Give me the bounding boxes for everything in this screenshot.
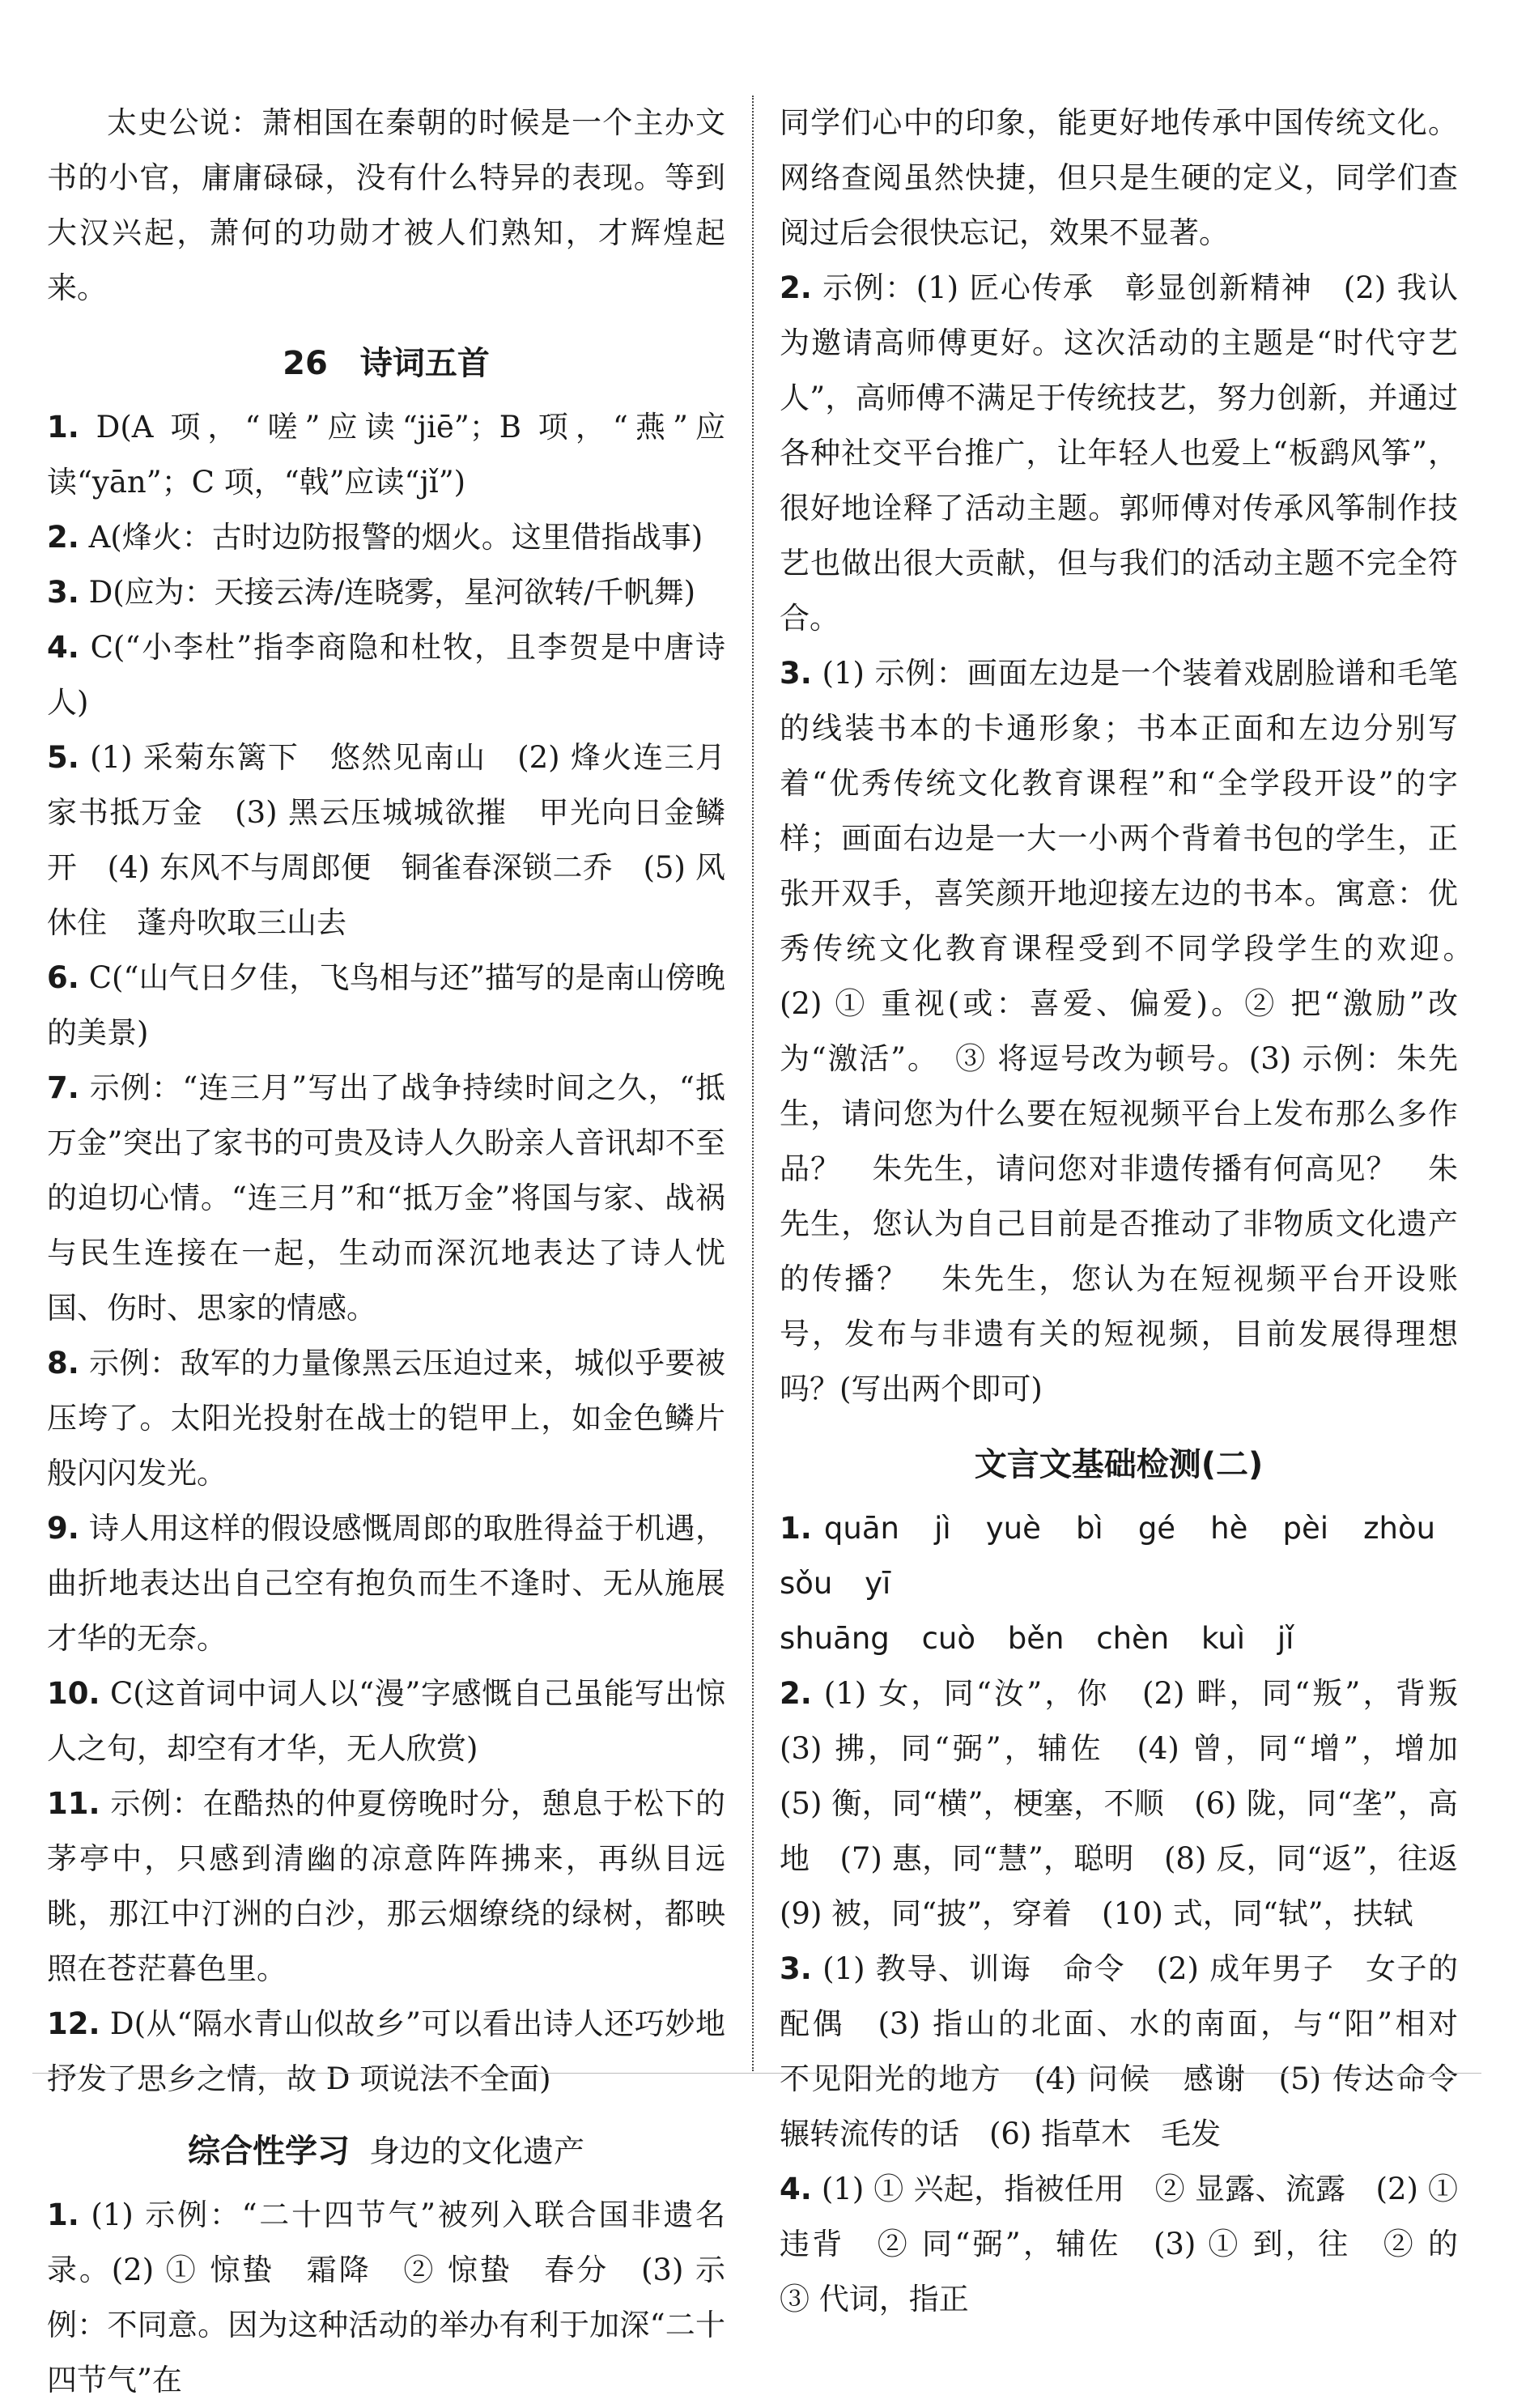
answer-item: [47, 1997, 725, 2107]
item-number: 2.: [780, 270, 812, 305]
pinyin-word: sǒu: [780, 1566, 833, 1601]
item-text: 示例：敌军的力量像黑云压迫过来，城似乎要被压垮了。太阳光投射在战士的铠甲上，如金色鳞片般闪闪发光。: [47, 1346, 726, 1491]
answer-item: [47, 951, 725, 1061]
item-text: (1) 示例：“二十四节气”被列入联合国非遗名录。(2) ① 惊蛰 霜降 ② 惊蛰 春分 (3) 示例：不同意。因为这种活动的举办有利于加深“二十四节气”在: [47, 2197, 725, 2397]
pinyin-word: quān: [823, 1511, 899, 1546]
item-text: 示例：在酷热的仲夏傍晚时分，憩息于松下的茅亭中，只感到清幽的凉意阵阵拂来，再纵目远眺，那江中汀洲的白沙，那云烟缭绕的绿树，都映照在苍茫暮色里。: [47, 1786, 725, 1986]
pinyin-word: yī: [865, 1566, 891, 1601]
pinyin-word: běn: [1007, 1621, 1065, 1656]
item-text: D(从“隔水青山似故乡”可以看出诗人还巧妙地抒发了思乡之情，故 D 项说法不全面): [47, 2006, 725, 2096]
section-subtitle: 身边的文化遗产: [368, 2134, 584, 2169]
item-text: (1) 教导、训诲 命令 (2) 成年男子 女子的配偶 (3) 指山的北面、水的南面，与“阳”相对 不见阳光的地方 (4) 问候 感谢 (5) 传达命令 辗转流传的话 (6) 指草木 毛发: [780, 1951, 1488, 2151]
section-title-main: 综合性学习: [187, 2133, 350, 2170]
pinyin-word: hè: [1210, 1511, 1248, 1546]
answer-item: [47, 1336, 725, 1501]
answer-item: [47, 1776, 725, 1997]
item-number: 4.: [780, 2172, 812, 2206]
answer-item: [47, 400, 725, 510]
pinyin-word: yuè: [985, 1511, 1041, 1546]
item-number: 3.: [780, 656, 812, 691]
pinyin-word: bì: [1075, 1511, 1103, 1546]
section-title-poems: 26 诗词五首: [283, 345, 490, 382]
item-text: 示例：(1) 匠心传承 彰显创新精神 (2) 我认为邀请高师傅更好。这次活动的主题是“时代守艺人”，高师傅不满足于传统技艺，努力创新，并通过各种社交平台推广，让年轻人也爱上“板鹞风筝”，很好地诠释了活动主题。郭师傅对传承风筝制作技艺也做出很大贡献，但与我们的活动主题不完全符合。: [780, 270, 1458, 636]
answer-item: [780, 1942, 1488, 2162]
item-text: (1) ① 兴起，指被任用 ② 显露、流露 (2) ① 违背 ② 同“弼”，辅佐 (3) ① 到，往 ② 的 ③ 代词，指正: [780, 2172, 1488, 2317]
answer-item: [780, 261, 1458, 646]
pinyin-word: kuì: [1201, 1621, 1246, 1656]
item-number: 2.: [47, 520, 79, 555]
right-column: [780, 96, 1488, 2327]
section-title-classical: 文言文基础检测(二): [974, 1446, 1264, 1483]
item-number: 7.: [47, 1070, 79, 1105]
answer-item: [47, 2188, 725, 2408]
item-number: 1.: [47, 410, 79, 445]
answer-item: [47, 565, 725, 620]
continued-paragraph: 同学们心中的印象，能更好地传承中国传统文化。网络查阅虽然快捷，但只是生硬的定义，同学们查阅过后会很快忘记，效果不显著。: [780, 105, 1458, 250]
column-divider: [752, 96, 755, 2071]
item-number: 4.: [47, 630, 79, 665]
item-text: D(应为：天接云涛/连晓雾，星河欲转/千帆舞): [88, 575, 696, 610]
answer-item: [47, 1501, 725, 1666]
item-number: 1.: [47, 2197, 79, 2232]
item-text: (1) 女，同“汝”，你 (2) 畔，同“叛”，背叛 (3) 拂，同“弼”，辅佐 (4) 曾，同“增”，增加 (5) 衡，同“横”，梗塞，不顺 (6) 陇，同“垄”，高地 (7) 惠，同“慧”，聪明 (8) 反，同“返”，往返 (9) 被，同“披”，穿着 (10) 式，同“轼”，扶轼: [780, 1676, 1488, 1931]
item-text: 诗人用这样的假设感慨周郎的取胜得益于机遇，曲折地表达出自己空有抱负而生不逢时、无从施展才华的无奈。: [47, 1511, 726, 1656]
poem-answers: [47, 400, 755, 2107]
item-number: 8.: [47, 1346, 79, 1381]
item-number: 11.: [47, 1786, 100, 1821]
intro-paragraph: 太史公说：萧相国在秦朝的时候是一个主办文书的小官，庸庸碌碌，没有什么特异的表现。等到大汉兴起，萧何的功勋才被人们熟知，才辉煌起来。: [47, 105, 725, 305]
item-text: D(A 项，“嗟”应读“jiē”；B 项，“燕”应读“yān”；C 项，“戟”应读“jǐ”): [47, 410, 725, 500]
item-number: 9.: [47, 1511, 79, 1546]
bottom-rule: [32, 2073, 1481, 2074]
answer-item: [780, 646, 1488, 1417]
item-text: C(“山气日夕佳，飞鸟相与还”描写的是南山傍晚的美景): [47, 960, 726, 1050]
item-number: 5.: [47, 740, 79, 775]
section-title-comprehensive: [47, 2115, 725, 2188]
pinyin-word: pèi: [1282, 1511, 1328, 1546]
pinyin-word: shuāng: [780, 1621, 890, 1656]
answer-item: [47, 510, 725, 565]
pinyin-word: jì: [934, 1511, 951, 1546]
item-text: C(“小李杜”指李商隐和杜牧，且李贺是中唐诗人): [47, 630, 726, 720]
answer-item: [780, 2162, 1488, 2327]
pinyin-word: gé: [1137, 1511, 1176, 1546]
item-text: (1) 示例：画面左边是一个装着戏剧脸谱和毛笔的线装书本的卡通形象；书本正面和左边分别写着“优秀传统文化教育课程”和“全学段开设”的字样；画面右边是一大一小两个背着书包的学生，正张开双手，喜笑颜开地迎接左边的书本。寓意：优秀传统文化教育课程受到不同学段学生的欢迎。 (2) ① 重视(或：喜爱、偏爱)。② 把“激励”改为“激活”。 ③ 将逗号改为顿号。(3) 示例：朱先生，请问您为什么要在短视频平台上发布那么多作品？ 朱先生，请问您对非遗传播有何高见？ 朱先生，您认为自己目前是否推动了非物质文化遗产的传播？ 朱先生，您认为在短视频平台开设账号，发布与非遗有关的短视频，目前发展得理想吗？(写出两个即可): [780, 656, 1488, 1406]
pinyin-word: jǐ: [1277, 1621, 1294, 1656]
pinyin-answer: [780, 1501, 1458, 1666]
item-text: A(烽火：古时边防报警的烟火。这里借指战事): [88, 520, 703, 555]
answer-item: [780, 1666, 1488, 1942]
item-number: 6.: [47, 960, 79, 995]
answer-item: [47, 1061, 725, 1336]
item-number: 1.: [780, 1511, 812, 1546]
item-text: 示例：“连三月”写出了战争持续时间之久，“抵万金”突出了家书的可贵及诗人久盼亲人音讯却不至的迫切心情。“连三月”和“抵万金”将国与家、战祸与民生连接在一起，生动而深沉地表达了诗人忧国、伤时、思家的情感。: [47, 1070, 726, 1325]
item-number: 3.: [780, 1951, 812, 1986]
item-text: (1) 采菊东篱下 悠然见南山 (2) 烽火连三月 家书抵万金 (3) 黑云压城城欲摧 甲光向日金鳞开 (4) 东风不与周郎便 铜雀春深锁二乔 (5) 风休住 蓬舟吹取三山去: [47, 740, 755, 940]
pinyin-word: zhòu: [1363, 1511, 1436, 1546]
left-column: [47, 96, 755, 2408]
item-number: 2.: [780, 1676, 812, 1711]
item-number: 3.: [47, 575, 79, 610]
answer-item: [47, 620, 725, 730]
answer-item: [47, 730, 755, 951]
item-text: C(这首词中词人以“漫”字感慨自己虽能写出惊人之句，却空有才华，无人欣赏): [47, 1676, 725, 1766]
pinyin-word: cuò: [921, 1621, 975, 1656]
pinyin-word: chèn: [1096, 1621, 1170, 1656]
item-number: 10.: [47, 1676, 100, 1711]
item-number: 12.: [47, 2006, 100, 2041]
answer-item: [47, 1666, 725, 1776]
